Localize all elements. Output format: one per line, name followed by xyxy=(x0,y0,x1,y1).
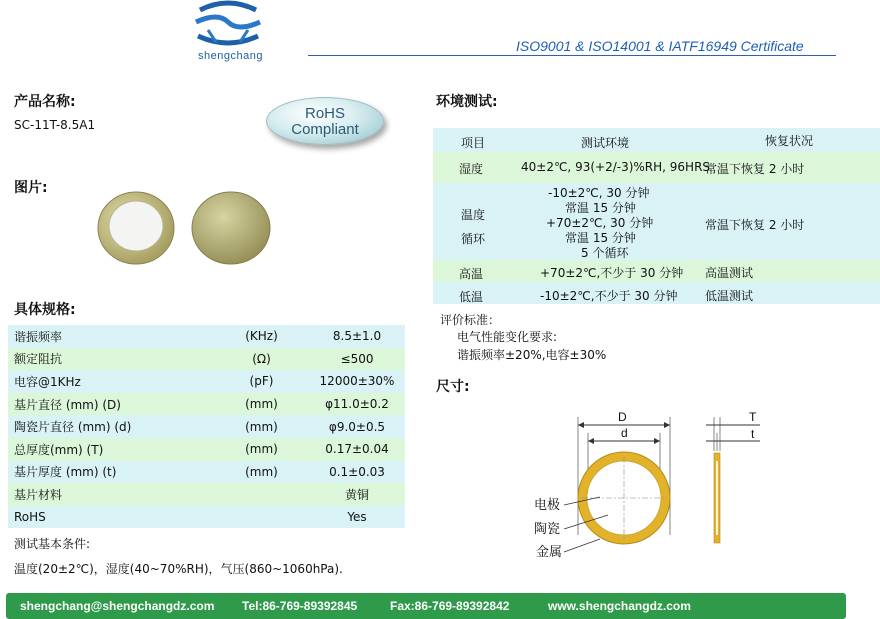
product-photo xyxy=(96,190,286,270)
spec-value: 黄铜 xyxy=(309,483,405,506)
spec-name: RoHS xyxy=(8,506,214,529)
company-logo xyxy=(188,0,268,62)
env-cycle-line: 常温 15 分钟 xyxy=(565,231,636,245)
spec-name: 基片直径 (mm) (D) xyxy=(8,393,214,416)
footer-fax: Fax:86-769-89392842 xyxy=(390,599,510,613)
env-col-condition: 测试环境 xyxy=(581,136,630,150)
dimensions-heading: 尺寸: xyxy=(436,379,470,395)
env-low-item: 低温 xyxy=(459,290,484,304)
criteria-values: 谐振频率±20%,电容±30% xyxy=(457,348,607,362)
legend-metal: 金属 xyxy=(536,544,563,559)
table-row xyxy=(8,506,405,529)
table-row xyxy=(8,348,405,371)
env-col-recovery: 恢复状况 xyxy=(765,134,814,148)
spec-value: 0.1±0.03 xyxy=(309,461,405,484)
table-row xyxy=(8,461,405,484)
env-low-condition: -10±2℃,不少于 30 分钟 xyxy=(540,289,678,303)
footer-email[interactable]: shengchang@shengchangdz.com xyxy=(20,599,215,613)
spec-unit: (mm) xyxy=(214,415,309,438)
criteria-subtitle: 电气性能变化要求: xyxy=(457,330,558,344)
test-conditions: 温度(20±2℃)，湿度(40~70%RH)，气压(860~1060hPa). xyxy=(14,562,343,576)
env-cycle-line: 常温 15 分钟 xyxy=(565,201,636,215)
spec-value: 8.5±1.0 xyxy=(309,325,405,348)
env-low-recovery: 低温测试 xyxy=(705,289,754,303)
environment-table xyxy=(433,128,880,304)
env-high-item: 高温 xyxy=(459,267,484,281)
specs-table xyxy=(8,325,405,528)
spec-name: 谐振频率 xyxy=(8,325,214,348)
env-high-recovery: 高温测试 xyxy=(705,266,754,280)
dim-label-D: D xyxy=(618,410,627,424)
footer-website[interactable]: www.shengchangdz.com xyxy=(548,599,691,613)
spec-name: 基片材料 xyxy=(8,483,214,506)
env-cycle-line: -10±2℃, 30 分钟 xyxy=(548,186,650,200)
legend-electrode: 电极 xyxy=(534,497,561,512)
header-divider xyxy=(308,55,836,56)
env-cycle-item-1: 温度 xyxy=(461,208,486,222)
env-cycle-row xyxy=(433,183,880,260)
table-row xyxy=(8,415,405,438)
env-high-condition: +70±2℃,不少于 30 分钟 xyxy=(540,266,684,280)
table-row xyxy=(8,325,405,348)
spec-value: φ9.0±0.5 xyxy=(309,415,405,438)
test-conditions-title: 测试基本条件: xyxy=(14,537,91,551)
criteria-title: 评价标准： xyxy=(440,313,501,327)
env-col-item: 项目 xyxy=(461,136,486,150)
rohs-badge xyxy=(266,97,384,145)
spec-value: ≤500 xyxy=(309,348,405,371)
spec-unit: (KHz) xyxy=(214,325,309,348)
environment-heading: 环境测试: xyxy=(436,94,498,110)
table-row xyxy=(8,483,405,506)
env-cycle-line: 5 个循环 xyxy=(581,246,629,260)
spec-name: 陶瓷片直径 (mm) (d) xyxy=(8,415,214,438)
footer-bar xyxy=(6,593,846,619)
spec-name: 电容@1KHz xyxy=(8,370,214,393)
spec-unit: (Ω) xyxy=(214,348,309,371)
product-name-heading: 产品名称: xyxy=(14,94,76,110)
dim-label-t: t xyxy=(751,427,755,441)
footer-tel: Tel:86-769-89392845 xyxy=(242,599,358,613)
spec-value: 0.17±0.04 xyxy=(309,438,405,461)
spec-name: 基片厚度 (mm) (t) xyxy=(8,461,214,484)
dim-label-d: d xyxy=(621,426,628,440)
env-cycle-item-2: 循环 xyxy=(461,232,486,246)
spec-unit: (pF) xyxy=(214,370,309,393)
spec-unit: (mm) xyxy=(214,461,309,484)
logo-mark-icon xyxy=(188,0,268,50)
dimension-drawing xyxy=(520,405,780,565)
rohs-badge-line1: RoHS xyxy=(304,105,345,122)
picture-heading: 图片: xyxy=(14,180,48,196)
specs-heading: 具体规格: xyxy=(14,302,76,318)
dim-label-T: T xyxy=(749,410,757,424)
table-row xyxy=(8,438,405,461)
logo-text: shengchang xyxy=(198,50,263,62)
product-model: SC-11T-8.5A1 xyxy=(14,118,96,132)
env-humidity-recovery: 常温下恢复 2 小时 xyxy=(705,162,805,176)
env-humidity-item: 湿度 xyxy=(459,162,484,176)
spec-unit xyxy=(214,483,309,506)
env-cycle-recovery: 常温下恢复 2 小时 xyxy=(705,218,805,232)
rohs-badge-line2: Compliant xyxy=(291,121,359,138)
spec-name: 总厚度(mm) (T) xyxy=(8,438,214,461)
spec-value: φ11.0±0.2 xyxy=(309,393,405,416)
table-row xyxy=(8,370,405,393)
legend-ceramic: 陶瓷 xyxy=(534,521,561,536)
spec-unit: (mm) xyxy=(214,438,309,461)
env-humidity-condition: 40±2℃, 93(+2/-3)%RH, 96HRS xyxy=(521,160,711,174)
spec-value: Yes xyxy=(309,506,405,529)
env-cycle-line: +70±2℃, 30 分钟 xyxy=(546,216,654,230)
spec-name: 额定阻抗 xyxy=(8,348,214,371)
spec-unit: (mm) xyxy=(214,393,309,416)
spec-unit xyxy=(214,506,309,529)
table-row xyxy=(8,393,405,416)
spec-value: 12000±30% xyxy=(309,370,405,393)
certificate-text: ISO9001 & ISO14001 & IATF16949 Certificate xyxy=(516,38,804,54)
